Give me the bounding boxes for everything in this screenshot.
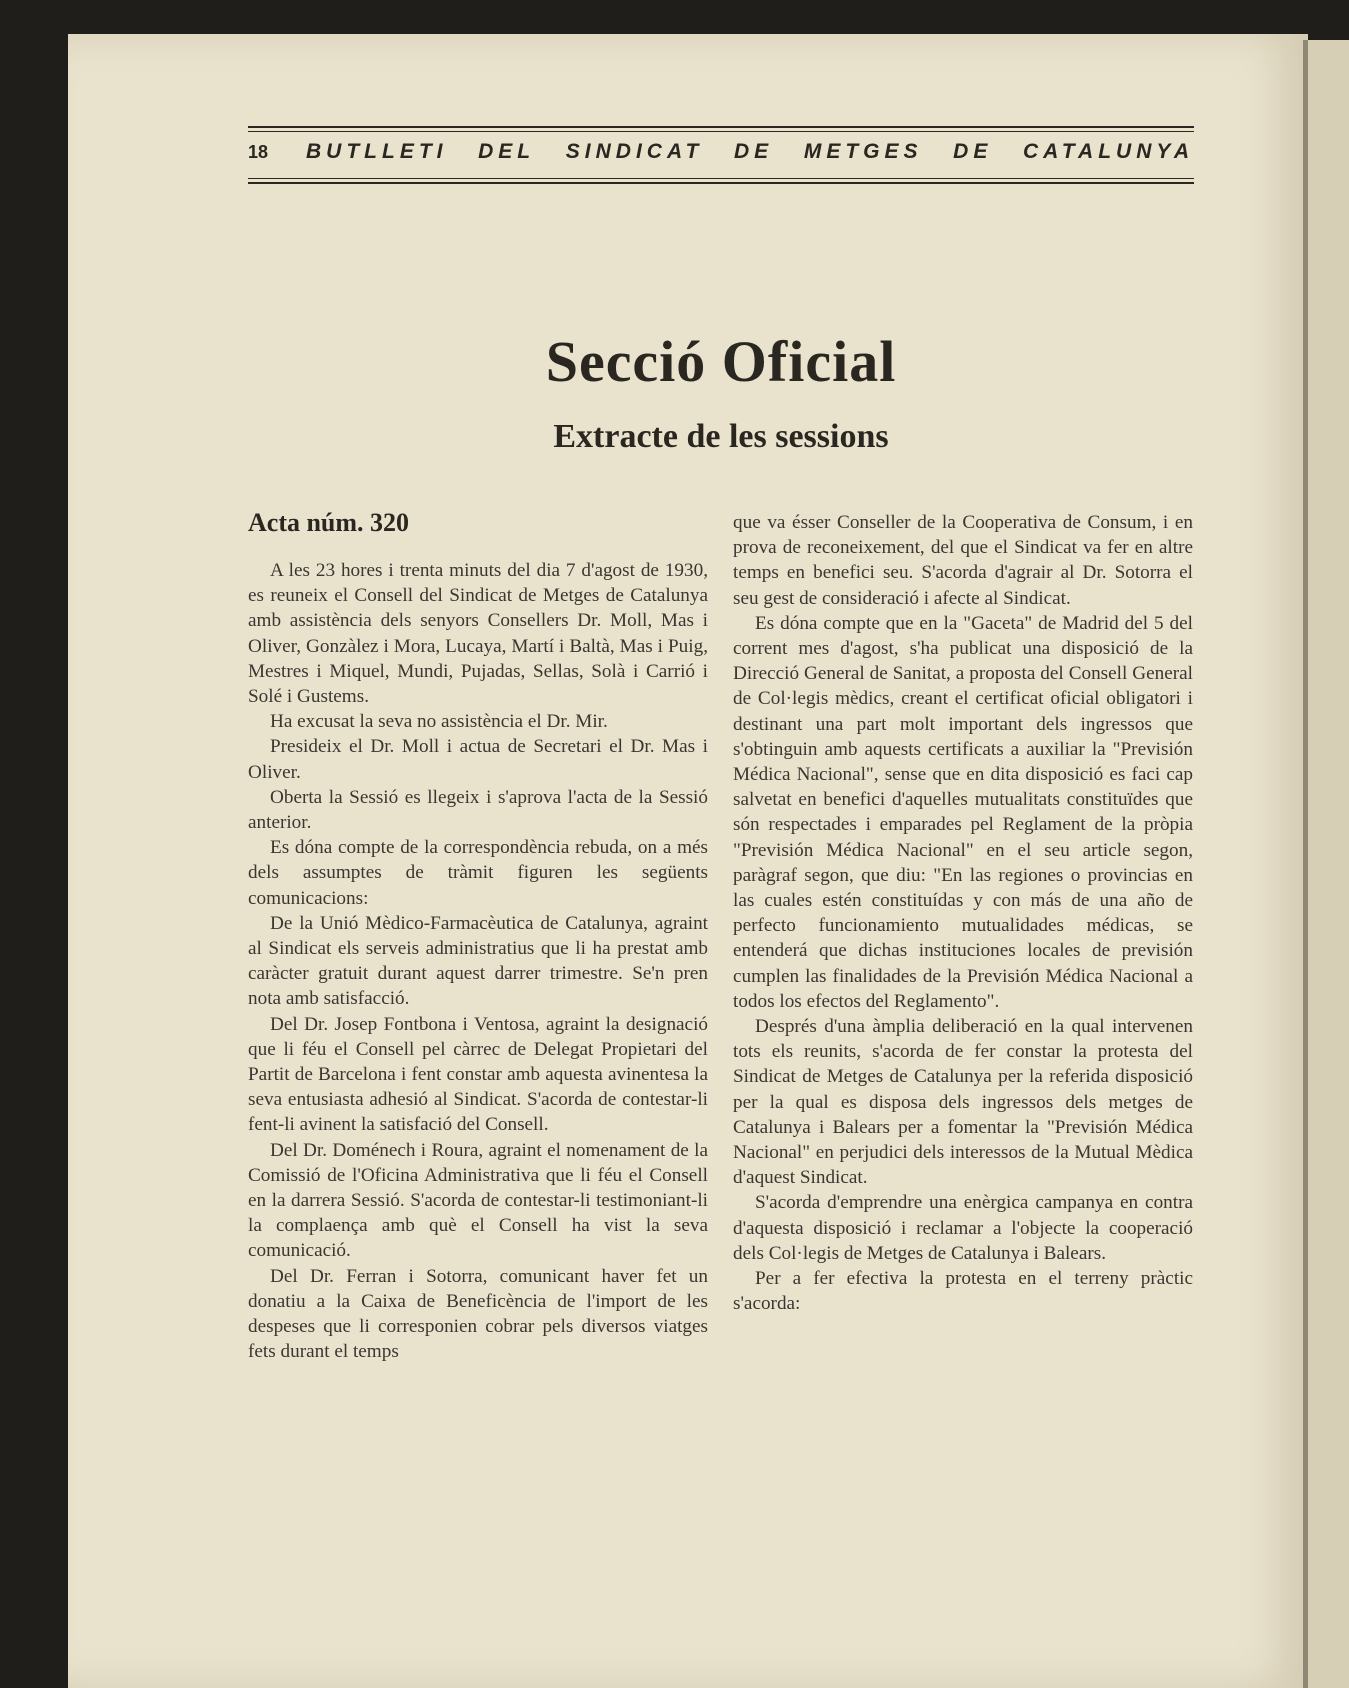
paragraph: Del Dr. Ferran i Sotorra, comunicant haver fet un donatiu a la Caixa de Beneficència de l'import de les despeses que li corresponien cobrar pels diversos viatges fets durant el temps: [248, 1265, 708, 1363]
acta-heading: Acta núm. 320: [248, 508, 410, 537]
header-line: [248, 140, 1194, 174]
running-title-word: BUTLLETI: [306, 140, 448, 163]
running-title-word: CATALUNYA: [1023, 140, 1194, 163]
paragraph: Es dóna compte que en la "Gaceta" de Madrid del 5 del corrent mes d'agost, s'ha publicat una disposició de la Direcció General de Sanitat, a proposta del Consell General de Col·legis mèdics, creant el certificat oficial obligatori i destinant una part molt important dels ingressos que s'obtinguin amb aquests certificats a auxiliar la "Previsión Médica Nacional", sense que en dita disposició es faci cap salvetat en benefici d'aquelles mutualitats constituïdes que són respectades i emparades pel Reglament de la pròpia "Previsión Médica Nacional" en el seu article segon, paràgraf segon, que diu: "En las regiones o provincias en las cuales estén constituídas y con más de una año de perfecto funcionamiento mutualidades médicas, se entenderá que dichas instituciones locales de previsión cumplen las finalidades de la Previsión Médica Nacional a todos los efectos del Reglamento".: [733, 612, 1193, 1012]
paragraph: Per a fer efectiva la protesta en el terreny pràctic s'acorda:: [733, 1268, 1193, 1315]
left-column: [248, 508, 708, 1365]
paragraph: Oberta la Sessió es llegeix i s'aprova l'acta de la Sessió anterior.: [248, 786, 708, 834]
running-header: [248, 126, 1194, 184]
running-title-word: DEL: [478, 140, 536, 163]
scan-background-top: [0, 0, 1349, 34]
paragraph: A les 23 hores i trenta minuts del dia 7 d'agost de 1930, es reuneix el Consell del Sindicat de Metges de Catalunya amb assistència dels senyors Consellers Dr. Moll, Mas i Oliver, Gonzàlez i Mora, Lucaya, Martí i Baltà, Mas i Puig, Mestres i Miquel, Mundi, Pujadas, Sellas, Solà i Carrió i Solé i Gustems.: [248, 560, 708, 708]
running-title: [306, 140, 1194, 164]
paragraph: Es dóna compte de la correspondència rebuda, on a més dels assumptes de tràmit figuren les següents comunicacions:: [248, 837, 708, 909]
section-title: Secció Oficial: [545, 329, 897, 394]
next-page-edge: [1308, 40, 1349, 1688]
header-rule-top: [248, 126, 1194, 128]
running-title-word: DE: [953, 140, 993, 163]
paragraph: que va ésser Conseller de la Cooperativa de Consum, i en prova de reconeixement, del que el Sindicat va fer en altre temps en benefici seu. S'acorda d'agrair al Dr. Sotorra el seu gest de consideració i afecte al Sindicat.: [733, 512, 1193, 609]
running-title-word: SINDICAT: [565, 140, 704, 163]
paragraph: Del Dr. Josep Fontbona i Ventosa, agraint la designació que li féu el Consell pel càrrec de Delegat Propietari del Partit de Barcelona i fent constar amb aquesta avinentesa la seva entusiasta adhesió al Sindicat. S'acorda de contestar-li fent-li avinent la satisfació del Consell.: [248, 1013, 708, 1136]
paragraph: Després d'una àmplia deliberació en la qual intervenen tots els reunits, s'acorda de fer constar la protesta del Sindicat de Metges de Catalunya per la referida disposició per la qual es disposa dels ingressos dels metges de Catalunya i Balears per a fomentar la "Previsión Médica Nacional" en perjudici dels interessos de la Mutual Mèdica d'aquest Sindicat.: [733, 1016, 1193, 1189]
section-subtitle: Extracte de les sessions: [553, 418, 889, 455]
paragraph: S'acorda d'emprendre una enèrgica campanya en contra d'aquesta disposició i reclamar a l'objecte la cooperació dels Col·legis de Metges de Catalunya i Balears.: [733, 1192, 1193, 1264]
header-rule-top-thin: [248, 131, 1194, 132]
paragraph: Del Dr. Doménech i Roura, agraint el nomenament de la Comissió de l'Oficina Administrativa que li féu el Consell en la darrera Sessió. S'acorda de contestar-li testimoniant-li la complaença amb què el Consell ha vist la seva comunicació.: [248, 1139, 708, 1262]
paragraph: Presideix el Dr. Moll i actua de Secretari el Dr. Mas i Oliver.: [248, 736, 708, 783]
page-number: 18: [248, 142, 269, 162]
paragraph: De la Unió Mèdico-Farmacèutica de Catalunya, agraint al Sindicat els serveis administratius que li ha prestat amb caràcter gratuit durant aquest darrer trimestre. Se'n pren nota amb satisfacció.: [248, 912, 708, 1010]
header-rule-bottom: [248, 182, 1194, 184]
running-title-word: METGES: [803, 140, 923, 163]
paragraph: Ha excusat la seva no assistència el Dr. Mir.: [270, 711, 608, 733]
right-column: [733, 510, 1193, 1317]
header-rule-bottom-thin: [248, 178, 1194, 179]
running-title-word: DE: [734, 140, 774, 163]
